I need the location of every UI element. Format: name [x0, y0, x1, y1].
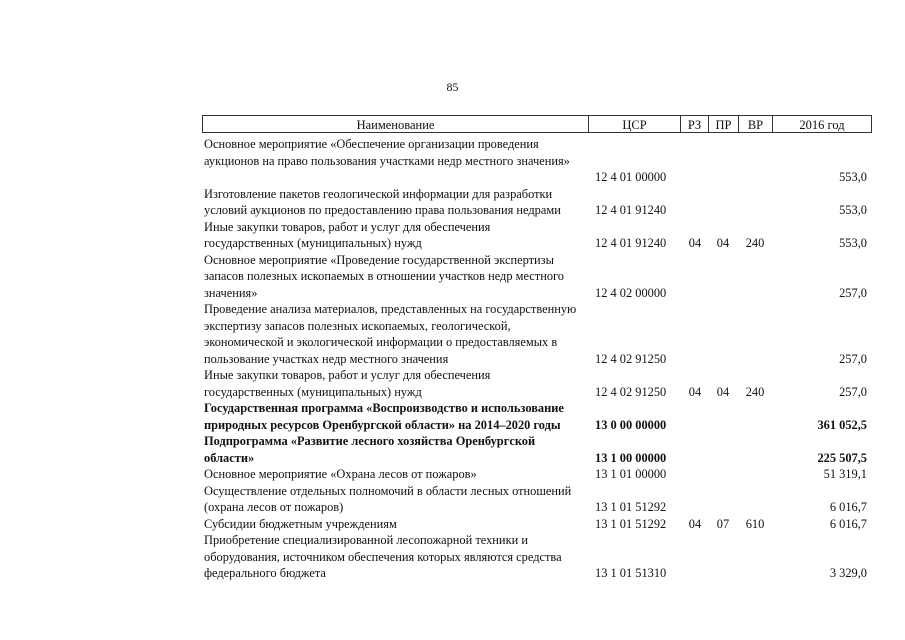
row-csr: 12 4 01 00000 — [595, 170, 667, 184]
table-row — [0, 466, 905, 483]
row-csr: 13 1 01 00000 — [595, 467, 667, 481]
row-amount: 553,0 — [839, 170, 867, 184]
row-amount: 6 016,7 — [829, 516, 867, 531]
header-csr: ЦСР — [588, 115, 680, 133]
header-name: Наименование — [202, 115, 588, 133]
row-pr: 07 — [716, 516, 730, 531]
table-row — [0, 433, 905, 466]
row-name: Приобретение специализированной лесопожарной техники и оборудования, источником обеспечения которых являются средства федерального бюджета — [204, 533, 562, 580]
row-csr: 13 1 00 00000 — [595, 450, 667, 465]
row-name: Субсидии бюджетным учреждениям — [204, 516, 397, 531]
row-name: Основное мероприятие «Охрана лесов от пожаров» — [204, 467, 477, 481]
table-row — [0, 367, 905, 400]
table-row — [0, 400, 905, 433]
row-amount: 225 507,5 — [817, 450, 867, 465]
row-name: Подпрограмма «Развитие лесного хозяйства Оренбургской области» — [204, 434, 536, 465]
row-csr: 12 4 02 91250 — [595, 384, 667, 399]
row-vr: 240 — [745, 384, 765, 399]
header-year: 2016 год — [772, 115, 872, 133]
row-csr: 12 4 02 91250 — [595, 351, 667, 366]
row-name: Основное мероприятие «Проведение государственной экспертизы запасов полезных ископаемых в отношении участков недр местного значения» — [204, 252, 564, 300]
row-name: Основное мероприятие «Обеспечение организации проведения аукционов на право пользования участками недр местного значения» — [204, 137, 570, 168]
row-amount: 361 052,5 — [817, 417, 867, 432]
row-csr: 13 1 01 51310 — [595, 566, 667, 580]
row-csr: 12 4 01 91240 — [595, 203, 667, 217]
row-csr: 13 1 01 51292 — [595, 516, 667, 531]
row-rz: 04 — [688, 236, 702, 250]
row-vr: 240 — [745, 236, 765, 250]
row-amount: 51 319,1 — [823, 467, 867, 481]
table-row — [0, 136, 905, 186]
table-row — [0, 219, 905, 252]
row-csr: 12 4 01 91240 — [595, 236, 667, 250]
table-row — [0, 516, 905, 533]
row-amount: 553,0 — [839, 203, 867, 217]
table-row — [0, 301, 905, 367]
header-pr: ПР — [708, 115, 738, 133]
row-amount: 3 329,0 — [829, 566, 867, 580]
table-row — [0, 252, 905, 302]
header-rz: РЗ — [680, 115, 708, 133]
row-pr: 04 — [716, 384, 730, 399]
row-vr: 610 — [745, 516, 765, 531]
row-name: Государственная программа «Воспроизводство и использование природных ресурсов Оренбургской области» на 2014–2020 годы — [204, 401, 564, 432]
page-number: 85 — [446, 80, 459, 94]
table-row — [0, 483, 905, 516]
row-name: Иные закупки товаров, работ и услуг для обеспечения государственных (муниципальных) нужд — [204, 219, 491, 250]
row-csr: 12 4 02 00000 — [595, 285, 667, 300]
header-vr: ВР — [738, 115, 772, 133]
row-csr: 13 1 01 51292 — [595, 500, 667, 514]
table-row — [0, 186, 905, 219]
row-name: Осуществление отдельных полномочий в области лесных отношений (охрана лесов от пожаров) — [204, 483, 572, 514]
row-amount: 6 016,7 — [829, 500, 867, 514]
row-amount: 257,0 — [839, 285, 867, 300]
row-pr: 04 — [716, 236, 730, 250]
row-rz: 04 — [688, 516, 702, 531]
row-amount: 257,0 — [839, 384, 867, 399]
row-rz: 04 — [688, 384, 702, 399]
row-amount: 257,0 — [839, 351, 867, 366]
table-row — [0, 532, 905, 582]
row-name: Изготовление пакетов геологической информации для разработки условий аукционов по предоставлению права пользования недрами — [204, 186, 561, 217]
row-amount: 553,0 — [839, 236, 867, 250]
row-name: Проведение анализа материалов, представленных на государственную экспертизу запасов полезных ископаемых, геологической, экономической и экологической информации о предоставляемых в пользование участках недр местного значения — [204, 302, 577, 366]
row-name: Иные закупки товаров, работ и услуг для обеспечения государственных (муниципальных) нужд — [204, 368, 491, 399]
row-csr: 13 0 00 00000 — [595, 417, 667, 432]
